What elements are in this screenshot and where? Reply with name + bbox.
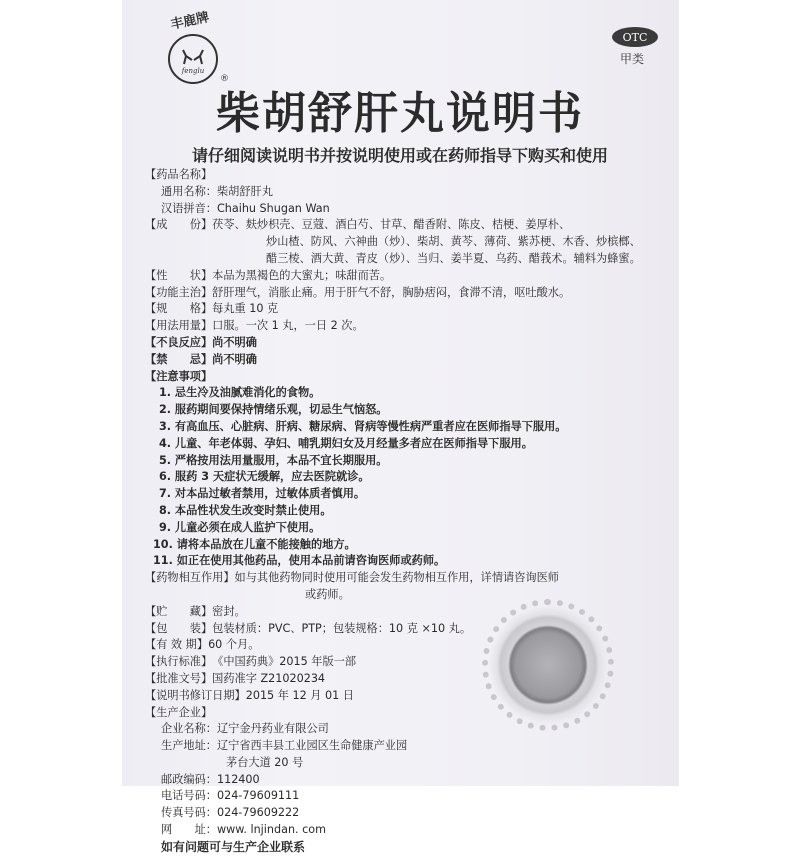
field-value: 醋三棱、酒大黄、青皮（炒）、当归、姜半夏、乌药、醋莪术。辅料为蜂蜜。 bbox=[266, 251, 641, 265]
field-value: 辽宁省西丰县工业园区生命健康产业园 bbox=[216, 739, 408, 753]
field-value: 柴胡舒肝丸 bbox=[216, 184, 273, 198]
pinyin-row bbox=[145, 201, 665, 218]
field-value: 国药准字 Z21020234 bbox=[212, 671, 326, 685]
website-link[interactable]: www. lnjindan. com bbox=[216, 823, 327, 837]
list-item: 11. 如正在使用其他药品，使用本品前请咨询医师或药师。 bbox=[153, 554, 446, 568]
field-value: 024-79609222 bbox=[216, 806, 300, 820]
otc-badge: OTC bbox=[612, 27, 658, 47]
adverse-row bbox=[145, 335, 665, 352]
leaflet-content bbox=[145, 167, 665, 856]
precautions-list bbox=[145, 385, 665, 570]
section-label: 【用法用量】 bbox=[145, 319, 213, 333]
interactions-row-cont bbox=[145, 587, 665, 604]
field-label: 企业名称： bbox=[161, 722, 217, 736]
field-value: 尚不明确 bbox=[212, 352, 257, 366]
section-label: 【药物相互作用】 bbox=[145, 571, 235, 585]
field-value: 炒山楂、防风、六神曲（炒）、柴胡、黄芩、薄荷、紫苏梗、木香、炒槟榔、 bbox=[266, 235, 641, 249]
list-item: 1. 忌生冷及油腻难消化的食物。 bbox=[159, 386, 321, 400]
ingredients-row bbox=[145, 217, 665, 234]
section-label: 【功能主治】 bbox=[145, 285, 213, 299]
fax-row bbox=[145, 805, 665, 822]
field-value: 112400 bbox=[216, 772, 260, 786]
section-label: 【执行标准】 bbox=[145, 655, 213, 669]
website-row bbox=[145, 822, 665, 839]
section-label: 【包 装】 bbox=[145, 621, 213, 635]
field-label: 网 址： bbox=[161, 823, 217, 837]
field-value: 2015 年 12 月 01 日 bbox=[245, 688, 354, 702]
appearance-row bbox=[145, 268, 665, 285]
contraindications-row bbox=[145, 352, 665, 369]
field-value: Chaihu Shugan Wan bbox=[216, 201, 330, 215]
field-value: 口服。一次 1 丸，一日 2 次。 bbox=[212, 319, 364, 333]
field-value: 或药师。 bbox=[305, 587, 350, 601]
pill-image bbox=[488, 605, 608, 725]
field-label: 邮政编码： bbox=[161, 772, 217, 786]
field-label: 生产地址： bbox=[161, 739, 217, 753]
registered-mark: ® bbox=[220, 74, 229, 84]
field-value: 茯苓、麸炒枳壳、豆蔻、酒白芍、甘草、醋香附、陈皮、桔梗、姜厚朴、 bbox=[212, 218, 571, 232]
list-item: 5. 严格按用法用量服用，本品不宜长期服用。 bbox=[159, 453, 388, 467]
phone-row bbox=[145, 788, 665, 805]
list-item: 3. 有高血压、心脏病、肝病、糖尿病、肾病等慢性病严重者应在医师指导下服用。 bbox=[159, 419, 567, 433]
section-label: 【有 效 期】 bbox=[145, 638, 209, 652]
deer-emblem-icon bbox=[168, 34, 218, 84]
list-item: 7. 对本品过敏者禁用，过敏体质者慎用。 bbox=[159, 487, 366, 501]
section-label: 【药品名称】 bbox=[145, 168, 213, 181]
precautions-heading bbox=[145, 369, 665, 386]
field-value: 60 个月。 bbox=[208, 638, 260, 652]
address-row bbox=[145, 738, 665, 755]
section-label: 【性 状】 bbox=[145, 268, 213, 282]
list-item: 10. 请将本品放在儿童不能接触的地方。 bbox=[153, 537, 356, 551]
footer-note: 如有问题可与生产企业联系 bbox=[161, 839, 306, 854]
section-label: 【禁 忌】 bbox=[145, 352, 213, 366]
specification-row bbox=[145, 301, 665, 318]
section-drug-name-heading bbox=[145, 167, 665, 184]
interactions-row bbox=[145, 570, 665, 587]
field-value: 每丸重 10 克 bbox=[212, 302, 279, 316]
field-label: 通用名称： bbox=[161, 184, 217, 198]
section-label: 【贮 藏】 bbox=[145, 604, 213, 618]
address-row-cont bbox=[145, 755, 665, 772]
ingredients-row-cont bbox=[145, 234, 665, 251]
field-value: 密封。 bbox=[212, 604, 246, 618]
otc-class-label: 甲类 bbox=[620, 52, 645, 66]
section-label: 【说明书修订日期】 bbox=[145, 688, 246, 702]
field-value: 本品为黑褐色的大蜜丸；味甜而苦。 bbox=[212, 268, 392, 282]
field-label: 汉语拼音： bbox=[161, 201, 217, 215]
indications-row bbox=[145, 285, 665, 302]
field-label: 传真号码： bbox=[161, 806, 217, 820]
section-label: 【批准文号】 bbox=[145, 671, 213, 685]
section-label: 【生产企业】 bbox=[145, 705, 213, 719]
ingredients-row-cont bbox=[145, 251, 665, 268]
field-value: 尚不明确 bbox=[212, 335, 257, 349]
field-value: 舒肝理气，消胀止痛。用于肝气不舒，胸胁痞闷，食滞不清，呕吐酸水。 bbox=[212, 285, 571, 299]
list-item: 6. 服药 3 天症状无缓解，应去医院就诊。 bbox=[159, 470, 370, 484]
generic-name-row bbox=[145, 184, 665, 201]
field-value: 茅台大道 20 号 bbox=[226, 755, 304, 769]
list-item: 9. 儿童必须在成人监护下使用。 bbox=[159, 520, 321, 534]
field-value: 包装材质：PVC、PTP；包装规格：10 克 ×10 丸。 bbox=[212, 621, 472, 635]
field-value: 《中国药典》2015 年版一部 bbox=[212, 655, 357, 669]
postcode-row bbox=[145, 772, 665, 789]
field-value: 024-79609111 bbox=[216, 789, 300, 803]
svg-text:fenglu: fenglu bbox=[181, 67, 205, 75]
section-label: 【注意事项】 bbox=[145, 369, 213, 383]
list-item: 2. 服药期间要保持情绪乐观，切忌生气恼怒。 bbox=[159, 403, 388, 417]
list-item: 4. 儿童、年老体弱、孕妇、哺乳期妇女及月经量多者应在医师指导下服用。 bbox=[159, 436, 533, 450]
brand-name: 丰鹿牌 bbox=[169, 10, 211, 33]
document-title: 柴胡舒肝丸说明书 bbox=[216, 88, 584, 139]
document-subtitle: 请仔细阅读说明书并按说明使用或在药师指导下购买和使用 bbox=[191, 146, 608, 165]
field-value: 如与其他药物同时使用可能会发生药物相互作用，详情请咨询医师 bbox=[234, 571, 559, 585]
company-name-row bbox=[145, 721, 665, 738]
section-label: 【成 份】 bbox=[145, 218, 213, 232]
list-item: 8. 本品性状发生改变时禁止使用。 bbox=[159, 503, 332, 517]
field-value: 辽宁金丹药业有限公司 bbox=[216, 722, 329, 736]
field-label: 电话号码： bbox=[161, 789, 217, 803]
brand-logo bbox=[160, 8, 240, 88]
section-label: 【不良反应】 bbox=[145, 335, 213, 349]
dosage-row bbox=[145, 318, 665, 335]
section-label: 【规 格】 bbox=[145, 302, 213, 316]
